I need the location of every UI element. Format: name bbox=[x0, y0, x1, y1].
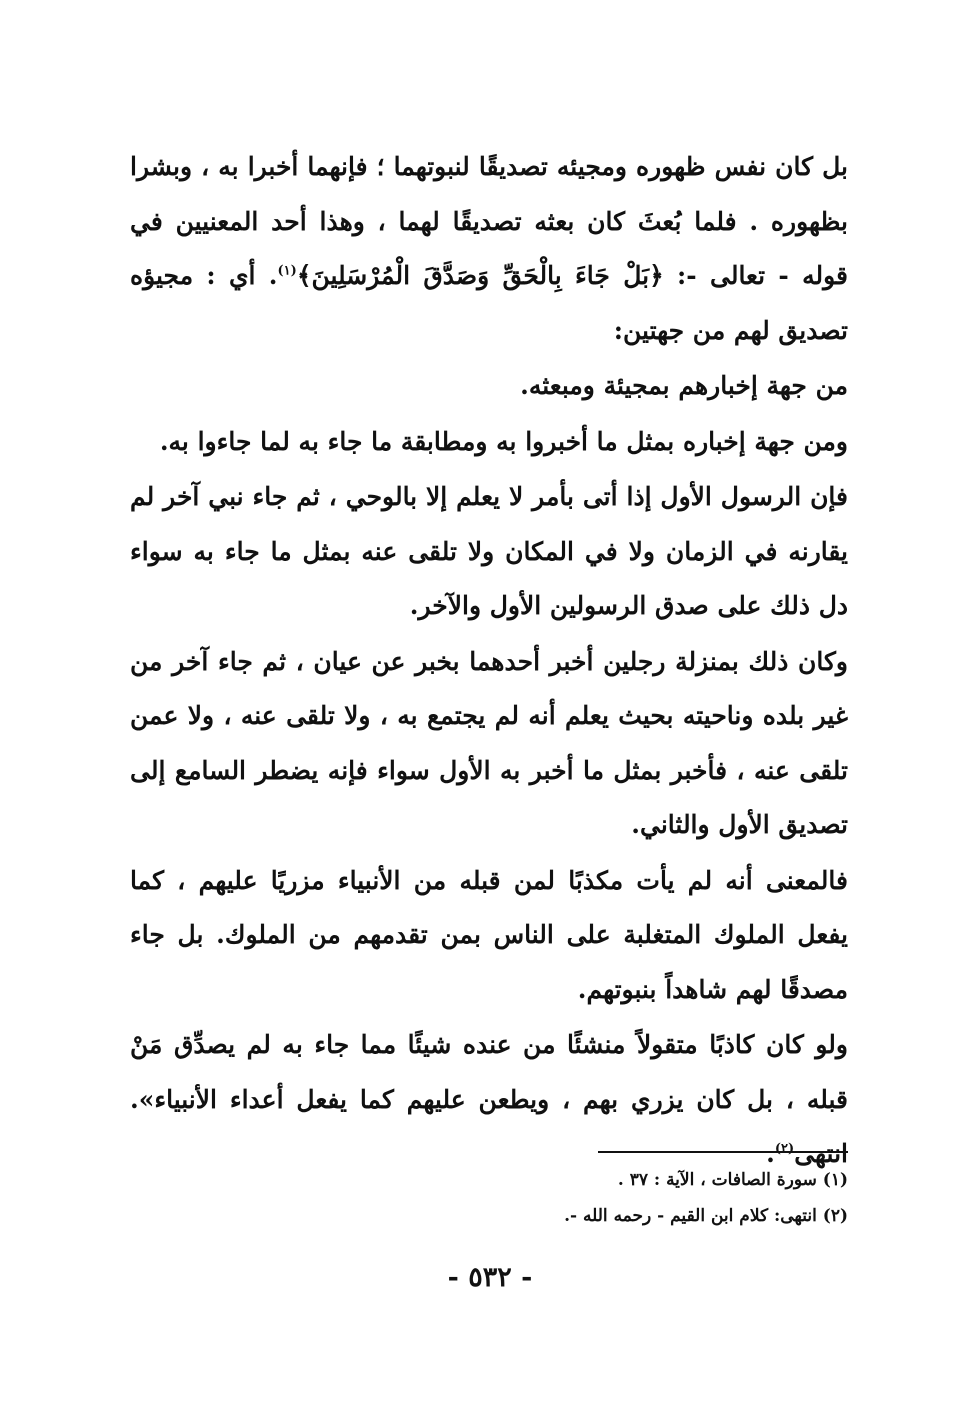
body-text bbox=[130, 140, 848, 1182]
footnote-2: (٢) انتهى: كلام ابن القيم - رحمه الله -. bbox=[564, 1206, 848, 1226]
paragraph bbox=[130, 1018, 848, 1182]
footnote-separator bbox=[598, 1151, 848, 1153]
paragraph: فإن الرسول الأول إذا أتى بأمر لا يعلم إلا بالوحي ، ثم جاء نبي آخر لم يقارنه في الزمان ولا في المكان ولا تلقى عنه بمثل ما جاء به سواء دل ذلك على صدق الرسولين الأول والآخر. bbox=[130, 482, 848, 620]
paragraph bbox=[130, 140, 848, 358]
paragraph-text: بل كان نفس ظهوره ومجيئه تصديقًا لنبوتهما ؛ فإنهما أخبرا به ، وبشرا بظهوره . فلما بُعثَ كان بعثه تصديقًا لهما ، وهذا أحد المعنيين في قوله - تعالى -: ﴿بَلْ جَاءَ بِالْحَقِّ وَصَدَّقَ الْمُرْسَلِينَ﴾ bbox=[130, 152, 848, 290]
paragraph-text: . bbox=[766, 1139, 775, 1168]
footnote-ref-1: (١) bbox=[277, 263, 297, 279]
paragraph-text: . أي : مجيؤه تصديق لهم من جهتين: bbox=[130, 261, 848, 345]
paragraph: وكان ذلك بمنزلة رجلين أخبر أحدهما بخبر عن عيان ، ثم جاء آخر من غير بلده وناحيته بحيث يعلم أنه لم يجتمع به ، ولا تلقى عنه ، ولا عمن تلقى عنه ، فأخبر بمثل ما أخبر به الأول سواء فإنه يضطر السامع إلى تصديق الأول والثاني. bbox=[130, 646, 848, 839]
footnote-1: (١) سورة الصافات ، الآية : ٣٧ . bbox=[617, 1170, 848, 1190]
footnotes bbox=[300, 1162, 848, 1234]
paragraph-text: ولو كان كاذبًا متقولاً منشئًا من عنده شيئًا مما جاء به لم يصدِّق مَنْ قبله ، بل كان يزري بهم ، ويطعن عليهم كما يفعل أعداء الأنبياء». انتهى bbox=[130, 1030, 848, 1168]
footnote-ref-2: (٢) bbox=[774, 1141, 795, 1157]
paragraph: فالمعنى أنه لم يأت مكذبًا لمن قبله من الأنبياء مزريًا عليهم ، كما يفعل الملوك المتغلبة على الناس بمن تقدمهم من الملوك. بل جاء مصدقًا لهم شاهداً بنبوتهم. bbox=[130, 865, 848, 1004]
page-number: - ٥٣٢ - bbox=[447, 1262, 533, 1293]
paragraph: من جهة إخبارهم بمجيئة ومبعثه. bbox=[520, 371, 848, 400]
paragraph: ومن جهة إخباره بمثل ما أخبروا به ومطابقة ما جاء به لما جاءوا به. bbox=[159, 426, 848, 456]
